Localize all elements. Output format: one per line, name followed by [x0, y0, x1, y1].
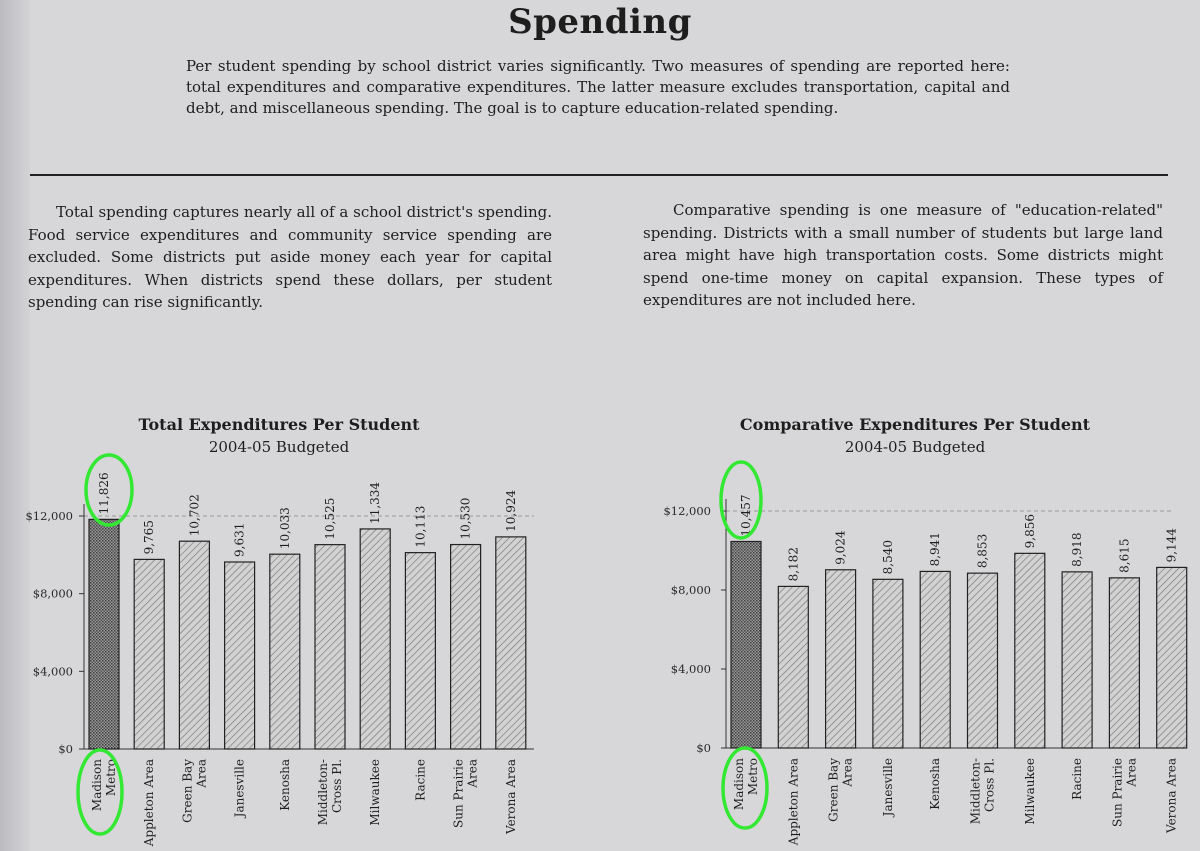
category-label: Racine	[413, 759, 428, 801]
chart-subtitle: 2004-05 Budgeted	[844, 438, 986, 456]
bar-madison-metro	[731, 541, 761, 748]
y-tick-label: $12,000	[25, 509, 73, 523]
category-label: Area	[840, 758, 855, 787]
category-label: Metro	[746, 758, 760, 796]
chart-title: Total Expenditures Per Student	[138, 415, 420, 434]
bar-value-label: 9,856	[1022, 513, 1037, 549]
category-label: Verona Area	[503, 759, 518, 834]
category-label: Area	[194, 759, 209, 788]
bar-value-label: 10,457	[739, 494, 753, 537]
bar-madison-metro	[89, 519, 119, 749]
y-tick-label: $8,000	[670, 583, 711, 597]
y-tick-label: $4,000	[670, 662, 711, 676]
category-label: Cross Pl.	[982, 758, 997, 812]
bar-green-bay-area	[826, 570, 856, 748]
y-tick-label: $0	[58, 742, 73, 756]
bar-verona-area	[1157, 567, 1187, 748]
category-label: Green Bay	[180, 759, 195, 823]
y-tick-label: $4,000	[32, 664, 73, 679]
chart-title: Comparative Expenditures Per Student	[739, 415, 1091, 434]
category-label: Area	[465, 759, 480, 788]
category-label: Cross Pl.	[330, 759, 344, 813]
bar-value-label: 10,525	[323, 497, 337, 540]
category-label: Sun Prairie	[451, 759, 466, 828]
bar-value-label: 8,918	[1070, 532, 1085, 567]
category-label: Kenosha	[928, 758, 943, 810]
y-tick-label: $12,000	[663, 504, 711, 518]
bar-milwaukee	[1015, 553, 1045, 748]
bar-value-label: 8,853	[975, 533, 990, 569]
chart-subtitle: 2004-05 Budgeted	[208, 438, 350, 456]
total-spending-paragraph: Total spending captures nearly all of a school district's spending. Food service expenditures and community service spending are excluded. Some districts put aside money each year for capital expenditures. When districts spend these dollars, per student spending can rise significantly.	[28, 203, 552, 311]
bar-middleton-cross-pl-	[968, 573, 998, 748]
intro-paragraph: Per student spending by school district varies significantly. Two measures of spending are reported here: total expenditures and comparative expenditures. The latter measure excludes transportation, capital and debt, and miscellaneous spending. The goal is to capture education-related spending.	[186, 57, 1010, 117]
page-title: Spending	[508, 2, 692, 42]
category-label: Metro	[104, 759, 118, 797]
category-label: Area	[1124, 758, 1139, 787]
bar-kenosha	[920, 571, 950, 748]
bar-value-label: 10,924	[503, 489, 518, 532]
bar-janesville	[225, 562, 255, 749]
category-label: Janesville	[232, 759, 247, 818]
category-label: Verona Area	[1164, 758, 1179, 833]
bar-value-label: 11,826	[97, 472, 111, 515]
bar-value-label: 11,334	[368, 481, 383, 524]
bar-value-label: 8,182	[786, 547, 801, 582]
bar-middleton-cross-pl-	[315, 545, 345, 749]
bar-appleton-area	[778, 586, 808, 748]
category-label: Janesville	[880, 758, 895, 817]
category-label: Middleton-	[316, 759, 330, 826]
bar-milwaukee	[360, 529, 390, 749]
bar-value-label: 10,530	[458, 497, 473, 540]
bar-kenosha	[270, 554, 300, 749]
category-label: Appleton Area	[786, 758, 801, 846]
bar-value-label: 8,941	[928, 532, 943, 567]
category-label: Green Bay	[826, 758, 841, 822]
comp-expenditures-chart	[663, 415, 1186, 846]
bar-sun-prairie-area	[1109, 578, 1139, 748]
y-tick-label: $8,000	[32, 586, 73, 601]
bar-value-label: 10,113	[413, 505, 428, 548]
category-label: Milwaukee	[1022, 758, 1037, 825]
category-label: Appleton Area	[142, 759, 157, 847]
bar-value-label: 10,033	[277, 507, 292, 550]
bar-value-label: 9,024	[833, 530, 848, 565]
bar-green-bay-area	[179, 541, 209, 749]
bar-value-label: 9,631	[232, 522, 247, 557]
bar-janesville	[873, 579, 903, 748]
comparative-spending-paragraph: Comparative spending is one measure of "education-related" spending. Districts with a small number of students but large land area might have high transportation costs. Some districts might spend one-time money on capital expansion. These types of expenditures are not included here.	[643, 201, 1163, 309]
category-label: Milwaukee	[368, 759, 383, 826]
bar-verona-area	[496, 537, 526, 749]
bar-racine	[405, 553, 435, 749]
bar-sun-prairie-area	[451, 545, 481, 749]
category-label: Madison	[90, 759, 104, 812]
category-label: Sun Prairie	[1110, 758, 1125, 827]
bar-racine	[1062, 572, 1092, 748]
bar-value-label: 9,765	[142, 520, 157, 555]
total-expenditures-chart	[25, 415, 534, 847]
category-label: Madison	[732, 758, 746, 811]
category-label: Racine	[1070, 758, 1085, 800]
bar-value-label: 10,702	[187, 494, 202, 537]
bar-appleton-area	[134, 559, 164, 749]
bar-value-label: 9,144	[1164, 528, 1179, 563]
bar-value-label: 8,615	[1117, 538, 1132, 573]
category-label: Kenosha	[277, 759, 292, 811]
y-tick-label: $0	[696, 741, 711, 755]
category-label: Middleton-	[968, 758, 983, 825]
bar-value-label: 8,540	[880, 539, 895, 575]
